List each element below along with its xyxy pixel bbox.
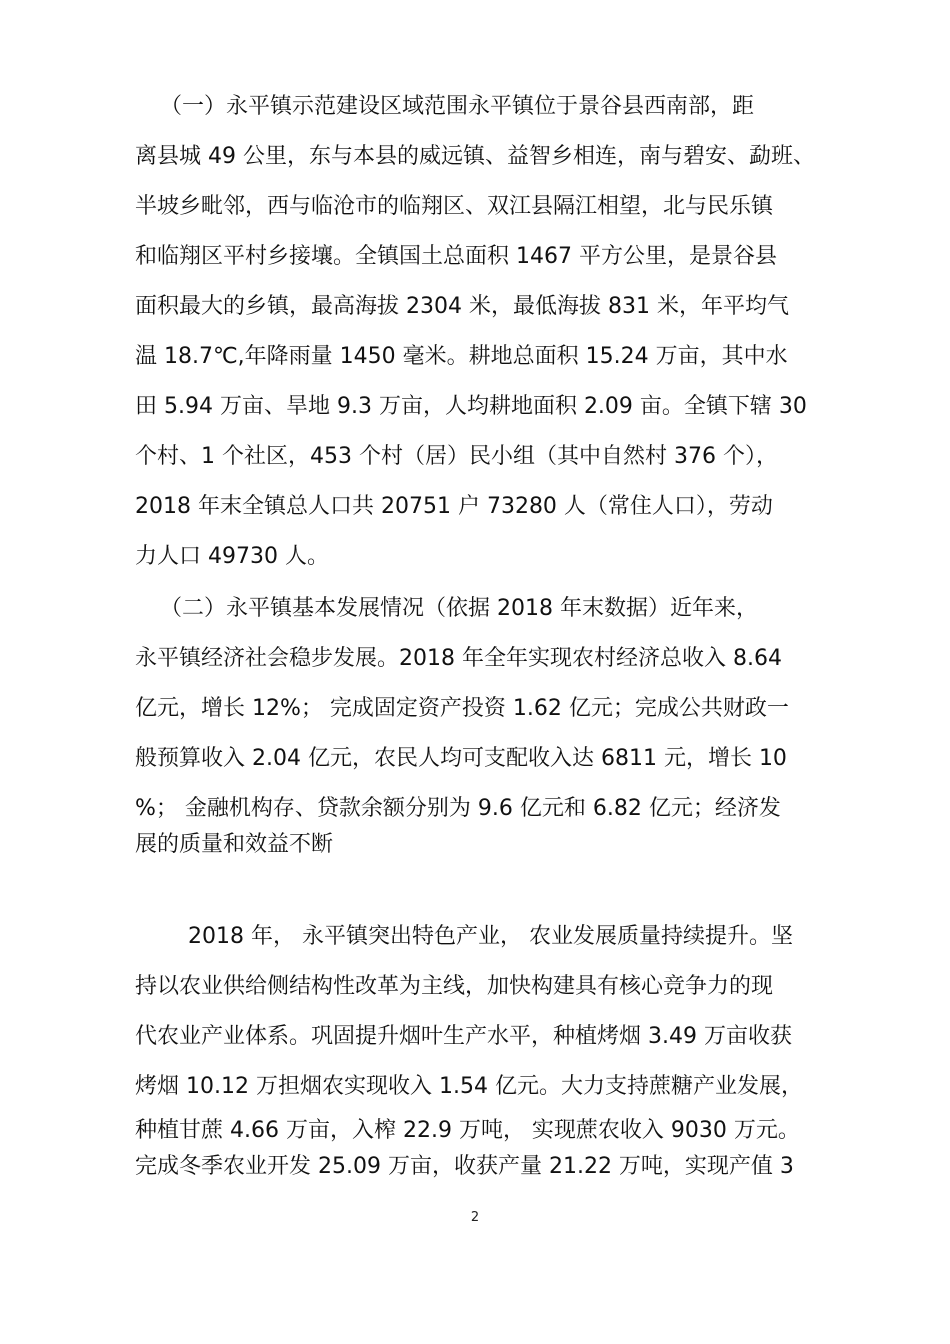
- text-line: 田 5.94 万亩、旱地 9.3 万亩，人均耕地面积 2.09 亩。全镇下辖 30: [135, 394, 807, 419]
- text-line: 2018 年， 永平镇突出特色产业， 农业发展质量持续提升。坚: [188, 924, 793, 949]
- page-number: 2: [470, 1210, 480, 1225]
- text-line: （二）永平镇基本发展情况（依据 2018 年末数据）近年来，: [160, 596, 758, 621]
- text-line: 温 18.7℃,年降雨量 1450 毫米。耕地总面积 15.24 万亩，其中水: [135, 344, 788, 369]
- text-line: 离县城 49 公里，东与本县的威远镇、益智乡相连，南与碧安、勐班、: [135, 144, 815, 169]
- text-line: 持以农业供给侧结构性改革为主线，加快构建具有核心竞争力的现: [135, 974, 774, 999]
- text-line: 永平镇经济社会稳步发展。2018 年全年实现农村经济总收入 8.64: [135, 646, 782, 671]
- text-line: 和临翔区平村乡接壤。全镇国土总面积 1467 平方公里，是景谷县: [135, 244, 777, 269]
- text-line: 般预算收入 2.04 亿元，农民人均可支配收入达 6811 元，增长 10: [135, 746, 787, 771]
- text-line: （一）永平镇示范建设区域范围永平镇位于景谷县西南部，距: [160, 94, 755, 119]
- text-line: 种植甘蔗 4.66 万亩，入榨 22.9 万吨， 实现蔗农收入 9030 万元。: [135, 1118, 800, 1143]
- text-line: 力人口 49730 人。: [135, 544, 329, 569]
- text-line: 半坡乡毗邻，西与临沧市的临翔区、双江县隔江相望，北与民乐镇: [135, 194, 774, 219]
- text-line: 面积最大的乡镇，最高海拔 2304 米，最低海拔 831 米，年平均气: [135, 294, 789, 319]
- text-line: %； 金融机构存、贷款余额分别为 9.6 亿元和 6.82 亿元；经济发: [135, 796, 781, 821]
- text-line: 代农业产业体系。巩固提升烟叶生产水平，种植烤烟 3.49 万亩收获: [135, 1024, 792, 1049]
- text-line: 烤烟 10.12 万担烟农实现收入 1.54 亿元。大力支持蔗糖产业发展，: [135, 1074, 803, 1099]
- text-line: 亿元，增长 12%； 完成固定资产投资 1.62 亿元；完成公共财政一: [135, 696, 789, 721]
- text-line: 完成冬季农业开发 25.09 万亩，收获产量 21.22 万吨，实现产值 3: [135, 1154, 794, 1179]
- text-line: 展的质量和效益不断: [135, 832, 334, 857]
- text-line: 2018 年末全镇总人口共 20751 户 73280 人（常住人口），劳动: [135, 494, 773, 519]
- text-line: 个村、1 个社区，453 个村（居）民小组（其中自然村 376 个），: [135, 444, 778, 469]
